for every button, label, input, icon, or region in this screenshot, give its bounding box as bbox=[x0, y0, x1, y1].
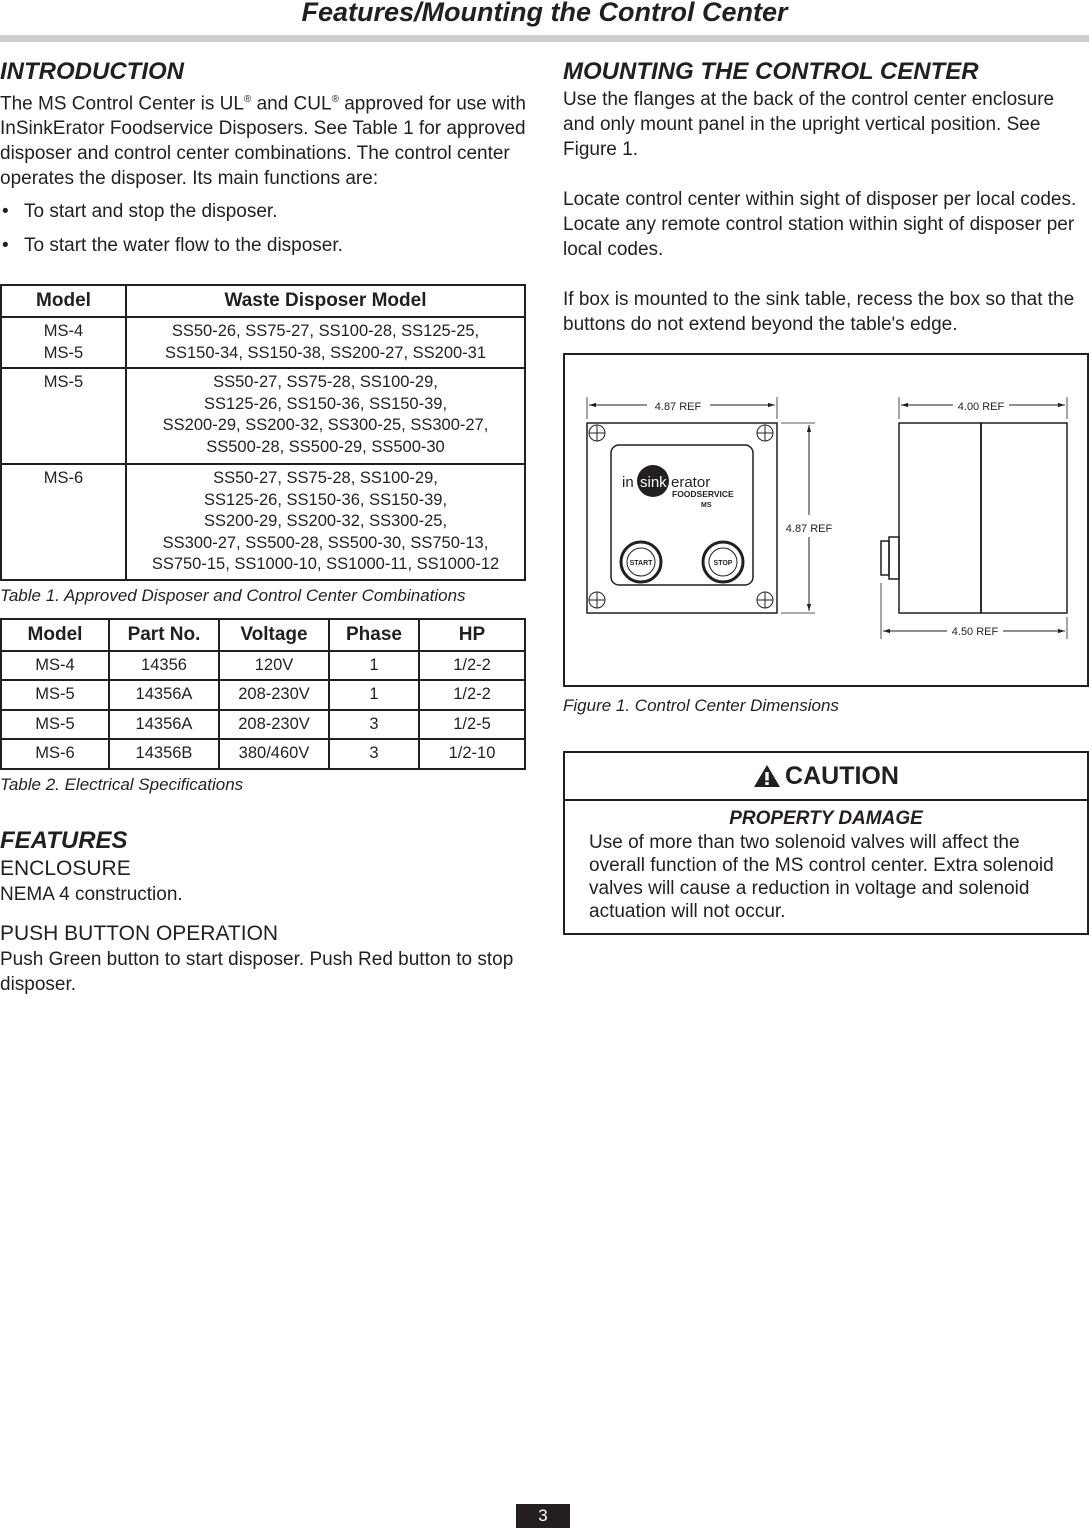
table-cell: 3 bbox=[329, 739, 419, 769]
start-button-drawing bbox=[621, 542, 661, 582]
table-header-row bbox=[1, 619, 525, 651]
intro-text-b: and CUL bbox=[251, 93, 332, 115]
table2-block bbox=[0, 618, 528, 796]
table-cell: MS-4 MS-5 bbox=[1, 317, 126, 368]
table-cell: SS50-27, SS75-28, SS100-29, SS125-26, SS150-36, SS150-39, SS200-29, SS200-32, SS300-25, SS300-27, SS500-28, SS500-29, SS500-30 bbox=[126, 368, 525, 464]
table-cell: 1 bbox=[329, 680, 419, 710]
page-number: 3 bbox=[516, 1504, 570, 1528]
table1-caption: Table 1. Approved Disposer and Control Center Combinations bbox=[0, 585, 466, 605]
table-cell: 1 bbox=[329, 651, 419, 681]
caution-box bbox=[563, 751, 1089, 935]
table-row bbox=[1, 317, 525, 368]
features-heading: FEATURES bbox=[0, 826, 128, 854]
bullet-icon: • bbox=[2, 235, 9, 257]
table-cell: 208-230V bbox=[219, 710, 329, 740]
logo-text-sink: sink bbox=[640, 474, 667, 491]
overall-depth-label: 4.50 REF bbox=[951, 626, 999, 638]
table-cell: 14356 bbox=[109, 651, 219, 681]
table2-caption: Table 2. Electrical Specifications bbox=[0, 774, 244, 794]
caution-title: CAUTION bbox=[785, 761, 899, 790]
enclosure-title: ENCLOSURE bbox=[0, 856, 131, 880]
table-header-cell: Part No. bbox=[109, 619, 219, 651]
caution-body bbox=[565, 801, 1087, 933]
table-header-cell: Model bbox=[1, 619, 109, 651]
registered-mark: ® bbox=[331, 94, 339, 105]
table-cell: MS-5 bbox=[1, 368, 126, 464]
insinkerator-logo bbox=[622, 465, 734, 509]
table-cell: MS-5 bbox=[1, 710, 109, 740]
table-cell: 1/2-2 bbox=[419, 651, 525, 681]
table-row bbox=[1, 651, 525, 681]
table-cell: MS-6 bbox=[1, 464, 126, 580]
functions-list bbox=[0, 199, 528, 258]
features-section bbox=[0, 826, 528, 997]
table-cell: MS-5 bbox=[1, 680, 109, 710]
width-dimension bbox=[587, 397, 777, 419]
mounting-screw-icon bbox=[589, 592, 605, 608]
caution-text: Use of more than two solenoid valves will affect the overall function of the MS control center. Extra solenoid valves will cause a reduction in voltage and solenoid actuation will not occur. bbox=[589, 832, 1054, 922]
list-item: • To start and stop the disposer. bbox=[2, 201, 278, 223]
figure1-caption: Figure 1. Control Center Dimensions bbox=[563, 696, 839, 715]
intro-text-a: The MS Control Center is UL bbox=[0, 93, 244, 115]
side-view bbox=[881, 423, 1067, 613]
table-cell: 120V bbox=[219, 651, 329, 681]
electrical-specs-table bbox=[0, 618, 526, 770]
table-row bbox=[1, 739, 525, 769]
table-cell: MS-4 bbox=[1, 651, 109, 681]
table-cell: 14356B bbox=[109, 739, 219, 769]
disposer-combinations-table bbox=[0, 284, 526, 581]
table-header-cell: Waste Disposer Model bbox=[126, 285, 525, 317]
logo-text-model: MS bbox=[701, 502, 712, 509]
mounting-section bbox=[563, 57, 1089, 337]
table-row bbox=[1, 710, 525, 740]
table-header-row bbox=[1, 285, 525, 317]
push-button-text: Push Green button to start disposer. Push Red button to stop disposer. bbox=[0, 948, 514, 995]
table-cell: 208-230V bbox=[219, 680, 329, 710]
table-row bbox=[1, 680, 525, 710]
depth-dimension bbox=[899, 397, 1067, 419]
logo-text-erator: erator bbox=[671, 474, 711, 491]
width-label: 4.87 REF bbox=[654, 401, 702, 413]
mounting-screw-icon bbox=[757, 592, 773, 608]
list-item: • To start the water flow to the disposer. bbox=[2, 235, 343, 257]
introduction-section bbox=[0, 57, 528, 258]
registered-mark: ® bbox=[243, 94, 252, 105]
introduction-heading: INTRODUCTION bbox=[0, 58, 184, 85]
mounting-screw-icon bbox=[757, 425, 773, 441]
caution-header bbox=[565, 753, 1087, 801]
table-row bbox=[1, 368, 525, 464]
page-title: Features/Mounting the Control Center bbox=[301, 0, 788, 27]
table-cell: 1/2-10 bbox=[419, 739, 525, 769]
front-panel bbox=[587, 423, 777, 613]
table-cell: 14356A bbox=[109, 710, 219, 740]
table-row bbox=[1, 464, 525, 580]
enclosure-text: NEMA 4 construction. bbox=[0, 883, 183, 905]
mounting-para-2: Locate control center within sight of disposer per local codes. Locate any remote control station within sight of disposer per local codes. bbox=[563, 189, 1077, 260]
push-button-title: PUSH BUTTON OPERATION bbox=[0, 921, 279, 945]
bullet-icon: • bbox=[2, 201, 9, 223]
dimension-drawing bbox=[565, 355, 1087, 685]
warning-triangle-icon bbox=[753, 764, 781, 788]
stop-label: STOP bbox=[713, 560, 733, 567]
height-label: 4.87 REF bbox=[785, 523, 833, 535]
table-cell: SS50-27, SS75-28, SS100-29, SS125-26, SS150-36, SS150-39, SS200-29, SS200-32, SS300-25, SS300-27, SS500-28, SS500-30, SS750-13, SS750-15, SS1000-10, SS1000-11, SS1000-12 bbox=[126, 464, 525, 580]
depth-label: 4.00 REF bbox=[957, 401, 1005, 413]
table-header-cell: Voltage bbox=[219, 619, 329, 651]
title-rule bbox=[0, 35, 1089, 42]
mounting-para-3: If box is mounted to the sink table, recess the box so that the buttons do not extend beyond the table's edge. bbox=[563, 289, 1075, 335]
table-cell: MS-6 bbox=[1, 739, 109, 769]
caution-subtitle: PROPERTY DAMAGE bbox=[729, 808, 923, 829]
table-cell: 3 bbox=[329, 710, 419, 740]
table-header-cell: Phase bbox=[329, 619, 419, 651]
right-column bbox=[563, 57, 1089, 935]
introduction-text bbox=[0, 87, 528, 191]
table-cell: 1/2-5 bbox=[419, 710, 525, 740]
table-header-cell: Model bbox=[1, 285, 126, 317]
mounting-screw-icon bbox=[589, 425, 605, 441]
table-cell: 14356A bbox=[109, 680, 219, 710]
mounting-para-1: Use the flanges at the back of the control center enclosure and only mount panel in the upright vertical position. See Figure 1. bbox=[563, 89, 1055, 160]
left-column bbox=[0, 57, 528, 997]
intro-text-c: approved for use with InSinkErator Foodservice Disposers. See Table 1 for approved disposer and control center combinations. The control center operates the disposer. Its main functions are: bbox=[0, 93, 526, 190]
table-cell: 380/460V bbox=[219, 739, 329, 769]
logo-text-in: in bbox=[622, 474, 634, 491]
table1-block bbox=[0, 284, 528, 607]
height-dimension bbox=[781, 423, 833, 613]
overall-depth-dimension bbox=[881, 583, 1067, 639]
table-cell: 1/2-2 bbox=[419, 680, 525, 710]
mounting-heading: MOUNTING THE CONTROL CENTER bbox=[563, 58, 979, 85]
logo-text-foodservice: FOODSERVICE bbox=[672, 489, 734, 499]
table-header-cell: HP bbox=[419, 619, 525, 651]
table-cell: SS50-26, SS75-27, SS100-28, SS125-25, SS150-34, SS150-38, SS200-27, SS200-31 bbox=[126, 317, 525, 368]
start-label: START bbox=[629, 560, 653, 567]
control-center-figure bbox=[563, 353, 1089, 687]
stop-button-drawing bbox=[703, 542, 743, 582]
